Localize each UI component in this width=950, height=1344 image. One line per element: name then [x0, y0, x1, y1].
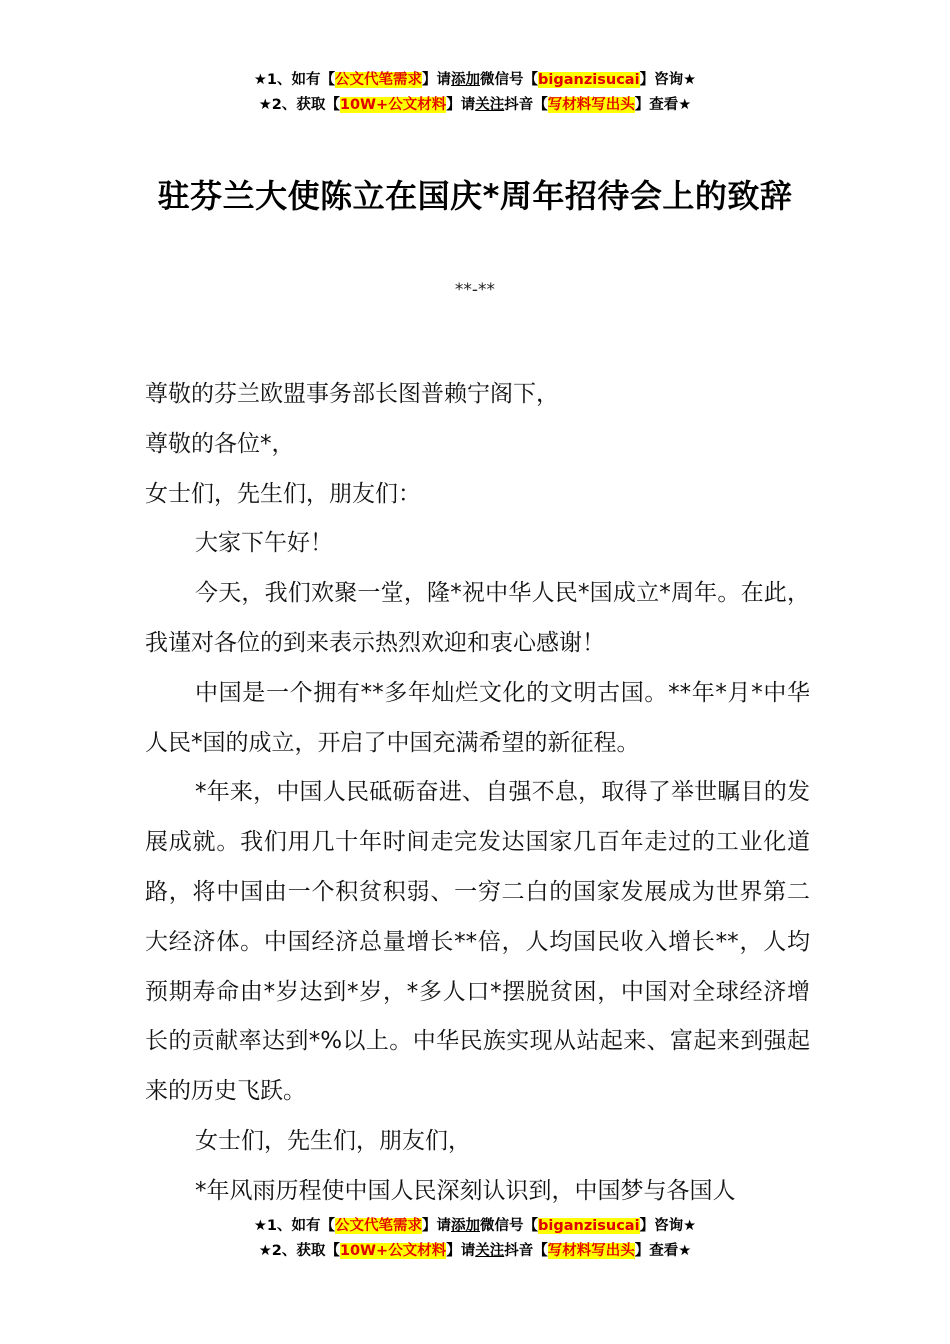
promo-highlight: 写材料写出头 — [547, 1243, 635, 1259]
promo-text: ★1、如有【 — [253, 72, 336, 88]
promo-underline: 关注 — [475, 97, 505, 113]
promo-text: 】查看★ — [634, 1243, 692, 1259]
promo-highlight: 10W+公文材料 — [339, 97, 447, 113]
paragraph: 中国是一个拥有**多年灿烂文化的文明古国。**年*月*中华人民*国的成立，开启了中国充满希望的新征程。 — [145, 679, 810, 756]
document-subtitle: **-** — [454, 280, 496, 300]
promo-highlight: 10W+公文材料 — [339, 1243, 447, 1259]
promo-text: 抖音【 — [504, 97, 548, 113]
promo-text: 抖音【 — [504, 1243, 548, 1259]
promo-banner-top — [0, 68, 950, 118]
promo-text: 】请 — [422, 1218, 452, 1234]
promo-text: ★2、获取【 — [258, 1243, 340, 1259]
promo-highlight: 写材料写出头 — [547, 97, 635, 113]
promo-banner-bottom — [0, 1214, 950, 1264]
paragraph: 女士们，先生们，朋友们， — [195, 1127, 471, 1154]
paragraph: 大家下午好！ — [195, 530, 333, 557]
promo-underline: 添加 — [451, 1218, 481, 1234]
promo-line-1 — [0, 68, 950, 93]
promo-text: ★1、如有【 — [253, 1218, 336, 1234]
promo-underline: 添加 — [451, 72, 481, 88]
promo-highlight: 公文代笔需求 — [335, 1218, 423, 1234]
salutation-line: 尊敬的芬兰欧盟事务部长图普赖宁阁下， — [145, 381, 559, 407]
promo-text: 】请 — [446, 97, 476, 113]
promo-highlight: biganzisucai — [538, 1218, 640, 1234]
paragraph: *年来，中国人民砥砺奋进、自强不息，取得了举世瞩目的发展成就。我们用几十年时间走完发达国家几百年走过的工业化道路，将中国由一个积贫积弱、一穷二白的国家发展成为世界第二大经济体。中国经济总量增长**倍，人均国民收入增长**，人均预期寿命由*岁达到*岁，*多人口*摆脱贫困，中国对全球经济增长的贡献率达到*%以上。中华民族实现从站起来、富起来到强起来的历史飞跃。 — [145, 779, 810, 1105]
promo-line-1 — [0, 1214, 950, 1239]
promo-text: 微信号【 — [480, 1218, 539, 1234]
promo-text: 微信号【 — [480, 72, 539, 88]
promo-highlight: biganzisucai — [538, 72, 640, 88]
document-title: 驻芬兰大使陈立在国庆*周年招待会上的致辞 — [157, 177, 793, 215]
salutation-line: 女士们，先生们，朋友们： — [145, 480, 421, 507]
document-body — [145, 370, 810, 1217]
promo-line-2 — [0, 1239, 950, 1264]
promo-text: 】请 — [422, 72, 452, 88]
promo-underline: 关注 — [475, 1243, 505, 1259]
paragraph: 今天，我们欢聚一堂，隆*祝中华人民*国成立*周年。在此，我谨对各位的到来表示热烈欢迎和衷心感谢！ — [145, 580, 810, 656]
promo-text: 】请 — [446, 1243, 476, 1259]
promo-text: 】查看★ — [634, 97, 692, 113]
promo-text: 】咨询★ — [639, 72, 697, 88]
salutation-line: 尊敬的各位*， — [145, 430, 295, 457]
promo-text: ★2、获取【 — [258, 97, 340, 113]
promo-text: 】咨询★ — [639, 1218, 697, 1234]
paragraph: *年风雨历程使中国人民深刻认识到，中国梦与各国人 — [195, 1177, 736, 1204]
promo-line-2 — [0, 93, 950, 118]
promo-highlight: 公文代笔需求 — [335, 72, 423, 88]
